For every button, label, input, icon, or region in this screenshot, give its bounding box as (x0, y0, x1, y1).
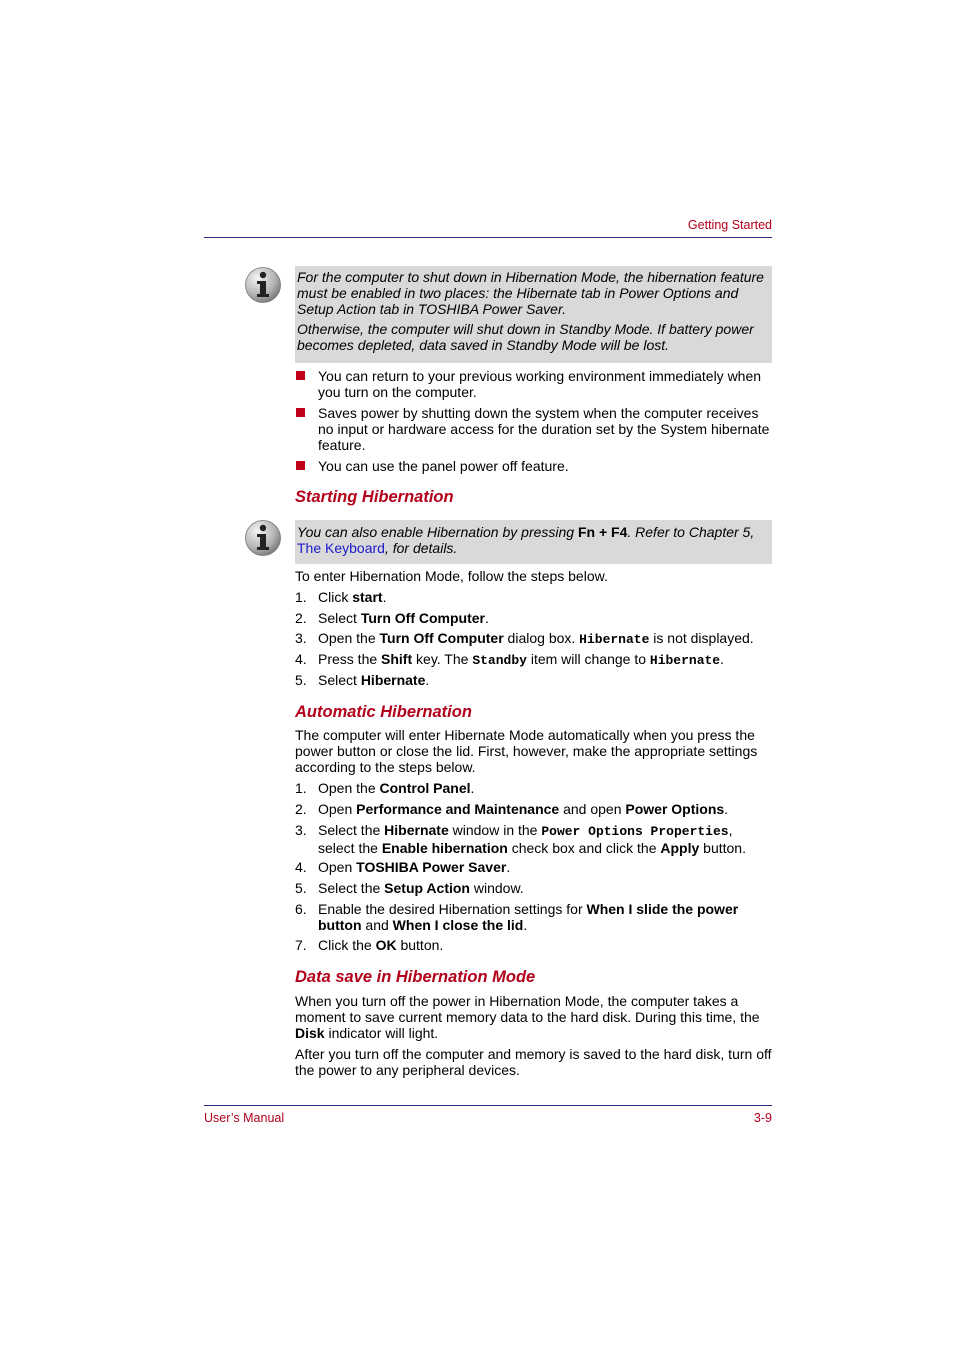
bullet-square-icon (296, 408, 305, 417)
list-item: 3. Select the Hibernate window in the Power Options Properties, select the Enable hibernation check box and click the Apply button. (295, 822, 746, 856)
list-item: 3. Open the Turn Off Computer dialog box. Hibernate is not displayed. (295, 630, 754, 647)
footer-rule (204, 1105, 772, 1106)
footer-manual-title: User’s Manual (204, 1111, 285, 1125)
intro-paragraph: To enter Hibernation Mode, follow the steps below. (295, 568, 608, 584)
list-item: Saves power by shutting down the system when the computer receives no input or hardware access for the duration set by the System hibernate feature. (295, 405, 772, 453)
list-item: 5. Select the Setup Action window. (295, 880, 524, 896)
keyboard-chapter-link[interactable]: The Keyboard (297, 540, 385, 556)
section-heading: Automatic Hibernation (295, 703, 472, 721)
body-paragraph: When you turn off the power in Hibernation Mode, the computer takes a moment to save current memory data to the hard disk. During this time, the Disk indicator will light. (295, 993, 760, 1041)
list-item: 5. Select Hibernate. (295, 672, 430, 688)
section-heading: Starting Hibernation (295, 488, 454, 506)
info-icon (244, 519, 282, 557)
note-paragraph: You can also enable Hibernation by pressing Fn + F4. Refer to Chapter 5, The Keyboard, for details. (297, 524, 755, 556)
note-paragraph: Otherwise, the computer will shut down in Standby Mode. If battery power becomes depleted, data saved in Standby Mode will be lost. (297, 321, 754, 353)
list-item: 1. Open the Control Panel. (295, 780, 475, 796)
bullet-square-icon (296, 371, 305, 380)
note-paragraph: For the computer to shut down in Hibernation Mode, the hibernation feature must be enabled in two places: the Hibernate tab in Power Options and Setup Action tab in TOSHIBA Power Saver. (297, 269, 764, 317)
info-icon (244, 266, 282, 304)
note-box (295, 520, 772, 564)
list-item: You can return to your previous working environment immediately when you turn on the computer. (295, 368, 772, 400)
running-header: Getting Started (687, 218, 772, 232)
section-heading: Data save in Hibernation Mode (295, 968, 536, 986)
list-item: 4. Open TOSHIBA Power Saver. (295, 859, 511, 875)
body-paragraph: After you turn off the computer and memory is saved to the hard disk, turn off the power to any peripheral devices. (295, 1046, 772, 1078)
list-item: 2. Open Performance and Maintenance and open Power Options. (295, 801, 729, 817)
list-item: 6. Enable the desired Hibernation settings for When I slide the power button and When I close the lid. (295, 901, 739, 933)
list-item: You can use the panel power off feature. (295, 458, 772, 474)
list-item: 1. Click start. (295, 589, 387, 605)
intro-paragraph: The computer will enter Hibernate Mode automatically when you press the power button or close the lid. First, however, make the appropriate settings according to the steps below. (295, 727, 758, 775)
page-number: 3-9 (753, 1111, 772, 1125)
list-item: 4. Press the Shift key. The Standby item will change to Hibernate. (295, 651, 724, 668)
list-item: 2. Select Turn Off Computer. (295, 610, 489, 626)
header-rule (204, 237, 772, 238)
note-box (295, 266, 772, 363)
bullet-square-icon (296, 461, 305, 470)
list-item: 7. Click the OK button. (295, 937, 444, 953)
